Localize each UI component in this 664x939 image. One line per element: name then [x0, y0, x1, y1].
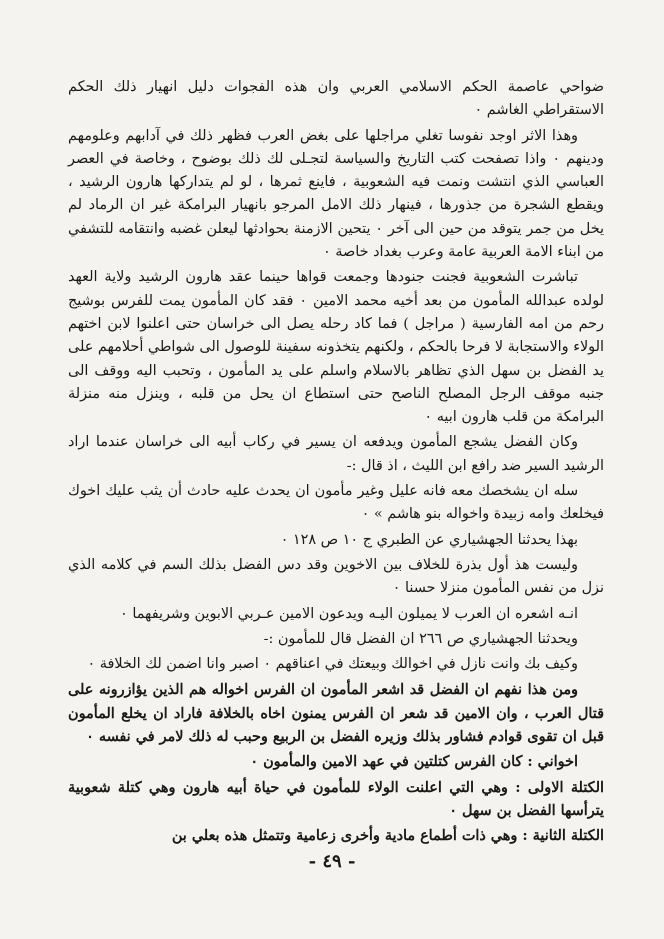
- page-number: - ٤٩ -: [308, 851, 356, 872]
- paragraph-9: ومن هذا نفهم ان الفضل قد اشعر المأمون ان الفرس اخواله هم الذين يؤازرونه على قتال العرب ، وان الامين قد شعر ان الفرس يمنون اخاه بالخلافة فاراد ان يخلع المأمون قبل ان تقوى قوادم فشاور بذلك وزيره الفضل بن الربيع وحبب له ذلك لامر في نفسه ٠: [68, 681, 604, 746]
- paragraph-7: انـه اشعره ان العرب لا يميلون اليـه ويدعون الامين عـربي الابوين وشريفهما ٠: [120, 605, 578, 622]
- paragraph-2: وهذا الاثر اوجد نفوسا تغلي مراجلها على بغض العرب فظهر ذلك في آدابهم وعلومهم ودينهم ٠ واذا تصفحت كتب التاريخ والسياسة لتجـلى لك ذلك بوضوح ، وخاصة في العصر العباسي الذي انتشت ونمت فيه الشعوبية ، فاينع ثمرها ، لو لم يتداركها هارون الرشيد ، ويقطع الشجرة من جذورها ، فينهار ذلك الامل المرجو بانهيار البرامكة غير ان الرماد لم يخل من جمر يتوقد من حين الى آخر ٠ يتحين الازمنة بحوادثها ليعلن غضبه وانتقامه للتشفي من ابناء الامة العربية عامة وعرب بغداد خاصة ٠: [68, 127, 604, 261]
- quote-paragraph-1: سله ان يشخصك معه فانه عليل وغير مأمون ان يحدث عليه حادث أن يثب عليك اخوك فيخلعك وامه زبيدة واخواله بنو هاشم » ٠: [68, 483, 604, 523]
- paragraph-1: ضواحي عاصمة الحكم الاسلامي العربي وان هذه الفجوات دليل انهيار ذلك الحكم الاستقراطي الغاشم ٠: [68, 79, 604, 119]
- paragraph-6: وليست هذ أول بذرة للخلاف بين الاخوين وقد دس الفضل بذلك السم في كلامه الذي نزل من نفس المأمون منزلا حسنا ٠: [68, 556, 604, 597]
- paragraph-11: الكتلة الاولى : وهي التي اعلنت الولاء للمأمون في حياة أبيه هارون وهي كتلة شعوبية يترأسها الفضل بن سهل ٠: [68, 778, 604, 819]
- paragraph-10: اخواني : كان الفرس كتلتين في عهد الامين والمأمون ٠: [250, 753, 578, 771]
- paragraph-5: بهذا يحدثنا الجهشياري عن الطبري ج ١٠ ص ١٢٨ ٠: [280, 531, 578, 548]
- document-page: [68, 76, 604, 850]
- paragraph-8: ويحدثنا الجهشياري ص ٢٦٦ ان الفضل قال للمأمون :-: [263, 630, 578, 647]
- paragraph-12: الكتلة الثانية : وهي ذات أطماع مادية وأخرى زعامية وتتمثل هذه بعلي بن: [171, 827, 604, 845]
- quote-paragraph-2: وكيف بك وانت نازل في اخوالك وبيعتك في اعناقهم ٠ اصبر وانا اضمن لك الخلافة ٠: [87, 656, 578, 673]
- paragraph-3: تباشرت الشعوبية فجنت جنودها وجمعت قواها حينما عقد هارون الرشيد ولاية العهد لولده عبدالله المأمون من بعد أخيه محمد الامين ٠ فقد كان المأمون يمت للفرس بوشيج رحم من امه الفارسية ( مراجل ) فما كاد رحله يصل الى خراسان حتى اعلنوا لابن اختهم الولاء والاستجابة لا فرحا بالحكم ، ولكنهم يتخذونه سفينة للوصول الى شواطي أحلامهم على يد الفضل بن سهل الذي تظاهر بالاسلام واسلم على يد المأمون ، وتحبب اليه ووقف الى جنبه موقف الرجل المصلح الناصح حتى استطاع ان يحل من قلبه ، وينزل منه منزلة البرامكة من قلب هارون ابيه ٠: [68, 269, 605, 426]
- paragraph-4: وكان الفضل يشجع المأمون ويدفعه ان يسير في ركاب أبيه الى خراسان عندما اراد الرشيد السير ضد رافع ابن الليث ، اذ قال :-: [68, 434, 604, 474]
